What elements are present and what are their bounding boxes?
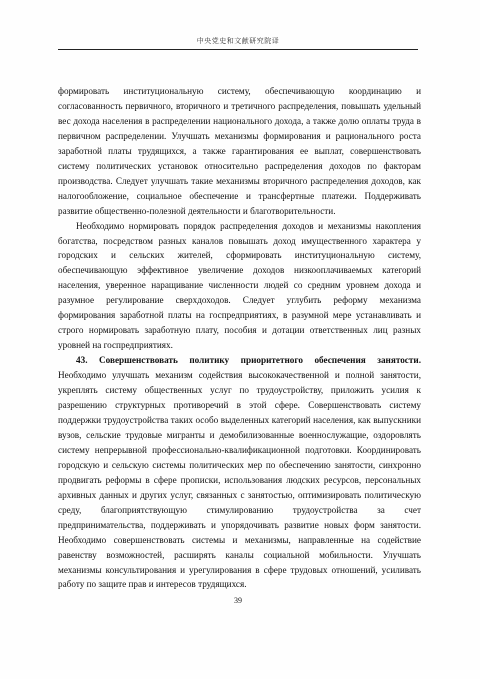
paragraph-3: [58, 353, 421, 592]
main-text: [58, 84, 421, 592]
header-divider: [58, 49, 418, 50]
paragraph-1: формировать институциональную систему, обеспечивающую координацию и согласованность первичного, вторичного и третичного распределения, повышать удельный вес дохода населения в распределении национального дохода, а также долю оплаты труда в первичном распределении. Улучшать механизмы формирования и рационального роста заработной платы трудящихся, а также гарантирования ее выплат, совершенствовать систему политических установок относительно распределения доходов по факторам производства. Следует улучшать такие механизмы вторичного распределения доходов, как налогообложение, социальное обеспечение и трансфертные платежи. Поддерживать развитие общественно-полезной деятельности и благотворительности.: [58, 86, 421, 216]
section-heading-43: 43. Совершенствовать политику приоритетного обеспечения занятости.: [76, 355, 421, 366]
paragraph-2: Необходимо нормировать порядок распределения доходов и механизмы накопления богатства, посредством разных каналов повышать доход имущественного характера у городских и сельских жителей, сформировать институциональную систему, обеспечивающую эффективное увеличение доходов низкооплачиваемых категорий населения, уверенное наращивание численности людей со средним уровнем дохода и разумное регулирование сверхдоходов. Следует углубить реформу механизма формирования заработной платы на госпредприятиях, в разумной мере устанавливать и строго нормировать заработную плату, пособия и дотации ответственных лиц разных уровней на госпредприятиях.: [58, 220, 421, 351]
page-number: 39: [234, 596, 242, 605]
paragraph-3-body: Необходимо улучшать механизм содействия высококачественной и полной занятости, укреплять систему общественных услуг по трудоустройству, приложить усилия к разрешению структурных противоречий в этой сфере. Совершенствовать систему поддержки трудоустройства таких особо выделенных категорий населения, как выпускники вузов, сельские трудовые мигранты и демобилизованные военнослужащие, оздоровлять систему непрерывной профессионально-квалификационной подготовки. Координировать городскую и сельскую системы политических мер по обеспечению занятости, синхронно продвигать реформы в сфере прописки, использования людских ресурсов, персональных архивных данных и других услуг, связанных с занятостью, оптимизировать политическую среду, благоприятствующую стимулированию трудоустройства за счет предпринимательства, поддерживать и упорядочивать развитие новых форм занятости. Необходимо совершенствовать системы и механизмы, направленные на содействие равенству возможностей, расширять каналы социальной мобильности. Улучшать механизмы консультирования и урегулирования в сфере трудовых отношений, усиливать работу по защите прав и интересов трудящихся.: [58, 370, 421, 590]
running-header: 中央党史和文献研究院译: [196, 37, 280, 45]
